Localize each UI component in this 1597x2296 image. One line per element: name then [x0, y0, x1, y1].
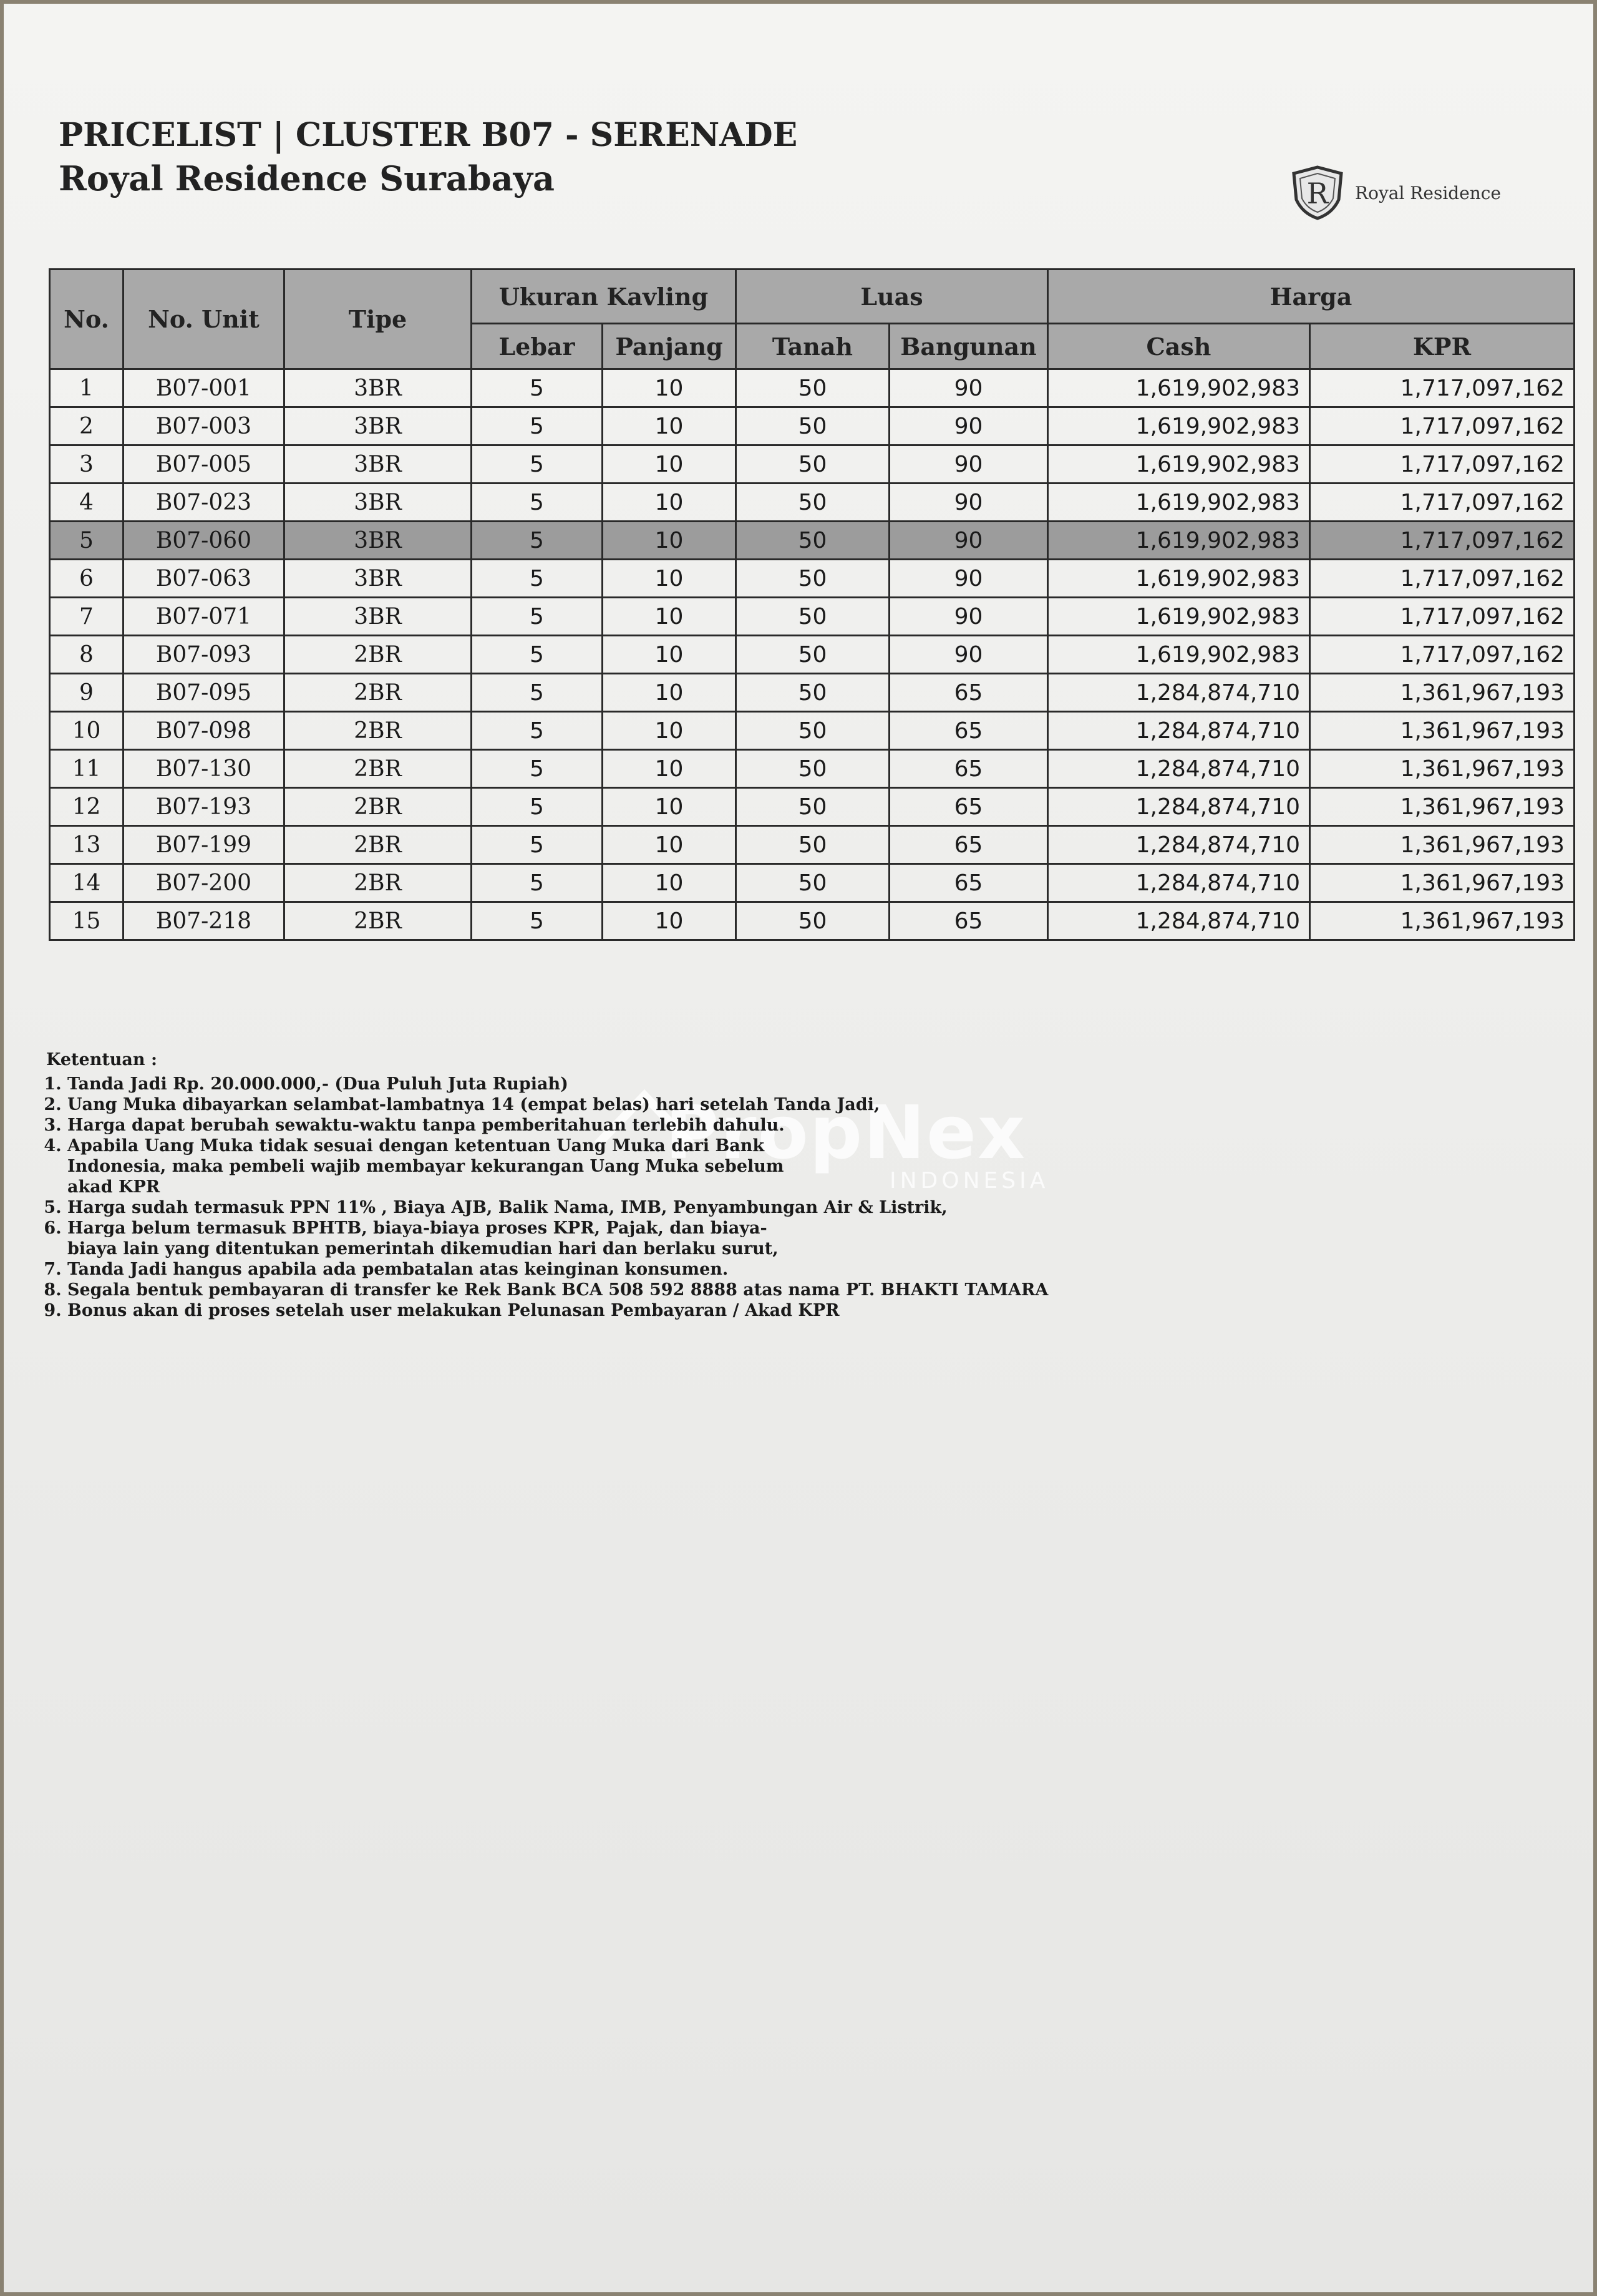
document-page	[4, 4, 1593, 2292]
cell-lebar: 5	[472, 560, 603, 598]
cell-no: 15	[50, 902, 124, 940]
cell-unit: B07-001	[124, 369, 284, 407]
cell-tipe: 3BR	[284, 369, 472, 407]
cell-lebar: 5	[472, 369, 603, 407]
cell-lebar: 5	[472, 484, 603, 522]
cell-tanah: 50	[736, 712, 890, 750]
cell-tipe: 3BR	[284, 560, 472, 598]
header-bangunan: Bangunan	[890, 324, 1048, 369]
cell-bangunan: 90	[890, 369, 1048, 407]
cell-lebar: 5	[472, 445, 603, 484]
terms-item: 7. Tanda Jadi hangus apabila ada pembatalan atas keinginan konsumen.	[67, 1259, 1048, 1280]
table-row	[50, 674, 1575, 712]
cell-kpr: 1,717,097,162	[1310, 445, 1575, 484]
cell-panjang: 10	[603, 560, 736, 598]
cell-tipe: 2BR	[284, 674, 472, 712]
table-body	[50, 369, 1575, 940]
cell-no: 1	[50, 369, 124, 407]
cell-unit: B07-098	[124, 712, 284, 750]
cell-tanah: 50	[736, 674, 890, 712]
cell-unit: B07-060	[124, 522, 284, 560]
cell-lebar: 5	[472, 674, 603, 712]
terms-item: 6. Harga belum termasuk BPHTB, biaya-biaya proses KPR, Pajak, dan biaya-biaya lain yang ditentukan pemerintah dikemudian hari dan berlaku surut,	[67, 1218, 779, 1259]
cell-unit: B07-218	[124, 902, 284, 940]
cell-tipe: 2BR	[284, 826, 472, 864]
cell-tanah: 50	[736, 902, 890, 940]
cell-cash: 1,284,874,710	[1048, 674, 1310, 712]
cell-lebar: 5	[472, 407, 603, 445]
cell-tipe: 3BR	[284, 484, 472, 522]
cell-tipe: 2BR	[284, 636, 472, 674]
cell-lebar: 5	[472, 712, 603, 750]
cell-kpr: 1,717,097,162	[1310, 407, 1575, 445]
logo-letter: R	[1306, 177, 1329, 210]
cell-panjang: 10	[603, 522, 736, 560]
cell-tanah: 50	[736, 407, 890, 445]
cell-unit: B07-093	[124, 636, 284, 674]
header-luas: Luas	[736, 270, 1048, 324]
cell-unit: B07-095	[124, 674, 284, 712]
cell-cash: 1,619,902,983	[1048, 407, 1310, 445]
cell-no: 13	[50, 826, 124, 864]
cell-bangunan: 90	[890, 560, 1048, 598]
table-row	[50, 864, 1575, 902]
cell-panjang: 10	[603, 598, 736, 636]
table-row	[50, 598, 1575, 636]
cell-kpr: 1,717,097,162	[1310, 560, 1575, 598]
header-tanah: Tanah	[736, 324, 890, 369]
cell-tipe: 3BR	[284, 522, 472, 560]
cell-tanah: 50	[736, 522, 890, 560]
cell-no: 8	[50, 636, 124, 674]
cell-tanah: 50	[736, 636, 890, 674]
cell-lebar: 5	[472, 826, 603, 864]
cell-kpr: 1,717,097,162	[1310, 522, 1575, 560]
terms-list	[46, 1074, 1048, 1321]
cell-no: 11	[50, 750, 124, 788]
cell-unit: B07-199	[124, 826, 284, 864]
cell-bangunan: 65	[890, 788, 1048, 826]
table-row	[50, 484, 1575, 522]
cell-lebar: 5	[472, 522, 603, 560]
cell-tanah: 50	[736, 826, 890, 864]
cell-cash: 1,619,902,983	[1048, 369, 1310, 407]
cell-bangunan: 90	[890, 636, 1048, 674]
cell-panjang: 10	[603, 826, 736, 864]
cell-panjang: 10	[603, 636, 736, 674]
cell-unit: B07-200	[124, 864, 284, 902]
cell-lebar: 5	[472, 750, 603, 788]
cell-tipe: 3BR	[284, 407, 472, 445]
cell-no: 12	[50, 788, 124, 826]
cell-cash: 1,619,902,983	[1048, 522, 1310, 560]
cell-tipe: 2BR	[284, 864, 472, 902]
terms-item: 3. Harga dapat berubah sewaktu-waktu tanpa pemberitahuan terlebih dahulu.	[67, 1115, 1048, 1136]
cell-kpr: 1,361,967,193	[1310, 902, 1575, 940]
cell-unit: B07-003	[124, 407, 284, 445]
cell-lebar: 5	[472, 636, 603, 674]
cell-unit: B07-023	[124, 484, 284, 522]
cell-bangunan: 65	[890, 864, 1048, 902]
cell-cash: 1,619,902,983	[1048, 636, 1310, 674]
terms-item: 4. Apabila Uang Muka tidak sesuai dengan ketentuan Uang Muka dari Bank Indonesia, maka pembeli wajib membayar kekurangan Uang Muka sebelum akad KPR	[67, 1136, 791, 1197]
cell-panjang: 10	[603, 788, 736, 826]
header-no: No.	[50, 270, 124, 369]
header-kavling: Ukuran Kavling	[472, 270, 736, 324]
cell-no: 3	[50, 445, 124, 484]
cell-unit: B07-193	[124, 788, 284, 826]
table-row	[50, 560, 1575, 598]
cell-cash: 1,284,874,710	[1048, 864, 1310, 902]
cell-no: 4	[50, 484, 124, 522]
header-kpr: KPR	[1310, 324, 1575, 369]
cell-kpr: 1,361,967,193	[1310, 712, 1575, 750]
table-row	[50, 369, 1575, 407]
cell-tipe: 3BR	[284, 598, 472, 636]
cell-no: 6	[50, 560, 124, 598]
cell-kpr: 1,717,097,162	[1310, 636, 1575, 674]
cell-unit: B07-071	[124, 598, 284, 636]
cell-bangunan: 90	[890, 598, 1048, 636]
cell-panjang: 10	[603, 902, 736, 940]
header-lebar: Lebar	[472, 324, 603, 369]
cell-tipe: 3BR	[284, 445, 472, 484]
table-row	[50, 788, 1575, 826]
table-row	[50, 636, 1575, 674]
cell-tanah: 50	[736, 369, 890, 407]
cell-no: 14	[50, 864, 124, 902]
cell-lebar: 5	[472, 598, 603, 636]
cell-bangunan: 65	[890, 750, 1048, 788]
cell-tipe: 2BR	[284, 712, 472, 750]
table-row	[50, 712, 1575, 750]
header-cash: Cash	[1048, 324, 1310, 369]
cell-bangunan: 90	[890, 522, 1048, 560]
cell-panjang: 10	[603, 750, 736, 788]
cell-cash: 1,619,902,983	[1048, 484, 1310, 522]
cell-unit: B07-130	[124, 750, 284, 788]
cell-tanah: 50	[736, 788, 890, 826]
cell-tanah: 50	[736, 750, 890, 788]
table-row	[50, 902, 1575, 940]
cell-cash: 1,619,902,983	[1048, 598, 1310, 636]
cell-tanah: 50	[736, 484, 890, 522]
cell-panjang: 10	[603, 484, 736, 522]
cell-panjang: 10	[603, 674, 736, 712]
terms-section	[46, 1049, 1048, 1321]
logo-name: Royal Residence	[1355, 182, 1502, 203]
pricelist-table	[49, 268, 1575, 941]
cell-kpr: 1,361,967,193	[1310, 788, 1575, 826]
terms-item: 5. Harga sudah termasuk PPN 11% , Biaya AJB, Balik Nama, IMB, Penyambungan Air & Listrik,	[67, 1197, 1048, 1218]
cell-cash: 1,284,874,710	[1048, 712, 1310, 750]
cell-lebar: 5	[472, 902, 603, 940]
cell-tipe: 2BR	[284, 750, 472, 788]
cell-kpr: 1,717,097,162	[1310, 484, 1575, 522]
watermark-sub: INDONESIA	[890, 1168, 1049, 1194]
cell-lebar: 5	[472, 864, 603, 902]
cell-unit: B07-005	[124, 445, 284, 484]
cell-no: 2	[50, 407, 124, 445]
cell-no: 7	[50, 598, 124, 636]
cell-kpr: 1,361,967,193	[1310, 864, 1575, 902]
page-subtitle: Royal Residence Surabaya	[59, 158, 555, 198]
cell-kpr: 1,361,967,193	[1310, 750, 1575, 788]
shield-crest-icon	[1289, 165, 1346, 221]
terms-item: 9. Bonus akan di proses setelah user melakukan Pelunasan Pembayaran / Akad KPR	[67, 1300, 1048, 1321]
page-title: PRICELIST | CLUSTER B07 - SERENADE	[59, 116, 798, 154]
cell-tanah: 50	[736, 598, 890, 636]
table-row	[50, 522, 1575, 560]
cell-no: 10	[50, 712, 124, 750]
cell-tanah: 50	[736, 864, 890, 902]
cell-bangunan: 90	[890, 484, 1048, 522]
cell-kpr: 1,717,097,162	[1310, 369, 1575, 407]
cell-cash: 1,284,874,710	[1048, 826, 1310, 864]
cell-tanah: 50	[736, 445, 890, 484]
table-row	[50, 750, 1575, 788]
header-tipe: Tipe	[284, 270, 472, 369]
cell-cash: 1,619,902,983	[1048, 445, 1310, 484]
table-row	[50, 407, 1575, 445]
terms-heading: Ketentuan :	[46, 1050, 157, 1069]
header-harga: Harga	[1048, 270, 1575, 324]
cell-lebar: 5	[472, 788, 603, 826]
table-row	[50, 826, 1575, 864]
terms-item: 2. Uang Muka dibayarkan selambat-lambatnya 14 (empat belas) hari setelah Tanda Jadi,	[67, 1094, 1048, 1115]
cell-cash: 1,284,874,710	[1048, 750, 1310, 788]
cell-bangunan: 90	[890, 407, 1048, 445]
cell-unit: B07-063	[124, 560, 284, 598]
header-panjang: Panjang	[603, 324, 736, 369]
header-unit: No. Unit	[124, 270, 284, 369]
company-logo	[1289, 165, 1501, 221]
cell-no: 5	[50, 522, 124, 560]
cell-bangunan: 65	[890, 674, 1048, 712]
cell-no: 9	[50, 674, 124, 712]
cell-panjang: 10	[603, 369, 736, 407]
cell-cash: 1,619,902,983	[1048, 560, 1310, 598]
cell-bangunan: 65	[890, 712, 1048, 750]
cell-kpr: 1,361,967,193	[1310, 674, 1575, 712]
header-row-1	[50, 270, 1575, 324]
cell-panjang: 10	[603, 864, 736, 902]
terms-item: 1. Tanda Jadi Rp. 20.000.000,- (Dua Puluh Juta Rupiah)	[67, 1074, 1048, 1094]
cell-kpr: 1,361,967,193	[1310, 826, 1575, 864]
cell-panjang: 10	[603, 445, 736, 484]
cell-cash: 1,284,874,710	[1048, 902, 1310, 940]
cell-tanah: 50	[736, 560, 890, 598]
cell-bangunan: 90	[890, 445, 1048, 484]
cell-cash: 1,284,874,710	[1048, 788, 1310, 826]
watermark-brand: PropNex	[665, 1089, 1027, 1175]
table-row	[50, 445, 1575, 484]
cell-tipe: 2BR	[284, 902, 472, 940]
cell-bangunan: 65	[890, 826, 1048, 864]
cell-bangunan: 65	[890, 902, 1048, 940]
terms-item: 8. Segala bentuk pembayaran di transfer ke Rek Bank BCA 508 592 8888 atas nama PT. BHAKTI TAMARA	[67, 1280, 1048, 1300]
cell-panjang: 10	[603, 407, 736, 445]
cell-kpr: 1,717,097,162	[1310, 598, 1575, 636]
cell-tipe: 2BR	[284, 788, 472, 826]
cell-panjang: 10	[603, 712, 736, 750]
